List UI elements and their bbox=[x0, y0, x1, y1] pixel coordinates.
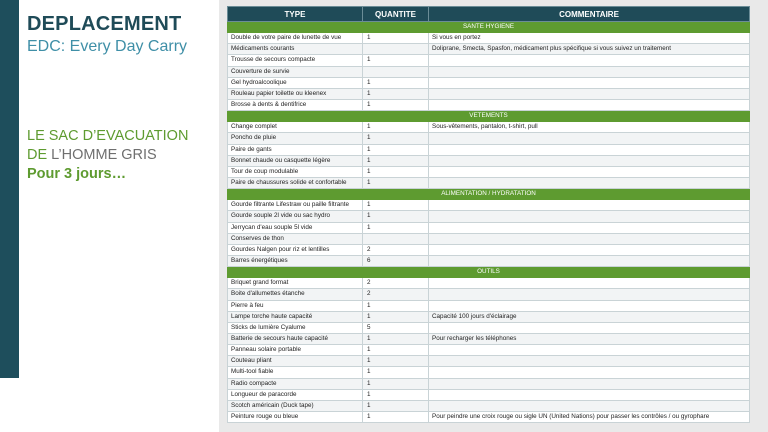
sac-heading-line2 bbox=[27, 146, 207, 165]
header-commentaire: COMMENTAIRE bbox=[429, 7, 750, 22]
section-row bbox=[228, 189, 750, 200]
cell-quantite: 1 bbox=[363, 55, 429, 66]
cell-type: Longueur de paracorde bbox=[228, 389, 363, 400]
cell-type: Panneau solaire portable bbox=[228, 345, 363, 356]
cell-type: Paire de chaussures solide et confortable bbox=[228, 177, 363, 188]
table-body bbox=[228, 22, 750, 423]
cell-type: Gourde filtrante Lifestraw ou paille filtrante bbox=[228, 200, 363, 211]
table-row bbox=[228, 144, 750, 155]
table-row bbox=[228, 255, 750, 266]
section-title: SANTE HYGIENE bbox=[228, 22, 750, 33]
cell-quantite: 1 bbox=[363, 77, 429, 88]
page-title: DEPLACEMENT bbox=[27, 13, 182, 35]
cell-quantite: 1 bbox=[363, 411, 429, 422]
cell-quantite bbox=[363, 66, 429, 77]
table-row bbox=[228, 33, 750, 44]
sac-heading-line1: LE SAC D’EVACUATION bbox=[27, 128, 189, 144]
cell-quantite: 1 bbox=[363, 378, 429, 389]
cell-type: Trousse de secours compacte bbox=[228, 55, 363, 66]
cell-commentaire: Capacité 100 jours d'éclairage bbox=[429, 311, 750, 322]
section-title: VETEMENTS bbox=[228, 111, 750, 122]
table-row bbox=[228, 222, 750, 233]
cell-quantite: 1 bbox=[363, 333, 429, 344]
cell-type: Barres énergétiques bbox=[228, 255, 363, 266]
table-row bbox=[228, 55, 750, 66]
cell-type: Gourdes Nalgen pour riz et lentilles bbox=[228, 244, 363, 255]
table-row bbox=[228, 244, 750, 255]
cell-type: Radio compacte bbox=[228, 378, 363, 389]
cell-type: Double de votre paire de lunette de vue bbox=[228, 33, 363, 44]
cell-type: Change complet bbox=[228, 122, 363, 133]
table-row bbox=[228, 77, 750, 88]
cell-quantite: 1 bbox=[363, 133, 429, 144]
cell-commentaire bbox=[429, 367, 750, 378]
cell-commentaire bbox=[429, 177, 750, 188]
table-row bbox=[228, 389, 750, 400]
cell-type: Médicaments courants bbox=[228, 44, 363, 55]
table-row bbox=[228, 166, 750, 177]
cell-commentaire bbox=[429, 77, 750, 88]
cell-type: Bonnet chaude ou casquette légère bbox=[228, 155, 363, 166]
cell-type: Lampe torche haute capacité bbox=[228, 311, 363, 322]
cell-commentaire bbox=[429, 166, 750, 177]
cell-quantite: 1 bbox=[363, 222, 429, 233]
cell-type: Peinture rouge ou bleue bbox=[228, 411, 363, 422]
cell-type: Sticks de lumière Cyalume bbox=[228, 322, 363, 333]
cell-quantite: 1 bbox=[363, 144, 429, 155]
cell-commentaire bbox=[429, 155, 750, 166]
cell-commentaire: Sous-vêtements, pantalon, t-shirt, pull bbox=[429, 122, 750, 133]
page-subtitle: EDC: Every Day Carry bbox=[27, 38, 188, 55]
cell-commentaire bbox=[429, 278, 750, 289]
cell-quantite: 1 bbox=[363, 211, 429, 222]
cell-quantite: 1 bbox=[363, 300, 429, 311]
header-quantite: QUANTITE bbox=[363, 7, 429, 22]
cell-commentaire bbox=[429, 289, 750, 300]
cell-commentaire: Doliprane, Smecta, Spasfon, médicament plus spécifique si vous suivez un traitement bbox=[429, 44, 750, 55]
cell-quantite: 2 bbox=[363, 278, 429, 289]
cell-type: Couteau pliant bbox=[228, 356, 363, 367]
cell-type: Boite d'allumettes étanche bbox=[228, 289, 363, 300]
cell-type: Gel hydroalcoolique bbox=[228, 77, 363, 88]
cell-type: Conserves de thon bbox=[228, 233, 363, 244]
cell-commentaire bbox=[429, 99, 750, 110]
table-row bbox=[228, 333, 750, 344]
cell-quantite: 5 bbox=[363, 322, 429, 333]
cell-quantite: 1 bbox=[363, 166, 429, 177]
table-row bbox=[228, 411, 750, 422]
table-row bbox=[228, 177, 750, 188]
table-row bbox=[228, 233, 750, 244]
table-row bbox=[228, 211, 750, 222]
cell-commentaire bbox=[429, 200, 750, 211]
cell-quantite: 2 bbox=[363, 289, 429, 300]
cell-quantite: 1 bbox=[363, 88, 429, 99]
cell-type: Couverture de survie bbox=[228, 66, 363, 77]
cell-type: Batterie de secours haute capacité bbox=[228, 333, 363, 344]
table-row bbox=[228, 322, 750, 333]
cell-commentaire bbox=[429, 389, 750, 400]
cell-type: Rouleau papier toilette ou kleenex bbox=[228, 88, 363, 99]
cell-quantite: 2 bbox=[363, 244, 429, 255]
cell-commentaire bbox=[429, 88, 750, 99]
cell-quantite: 1 bbox=[363, 311, 429, 322]
cell-commentaire: Pour peindre une croix rouge ou sigle UN (United Nations) pour passer les contrôles / ou gyrophare bbox=[429, 411, 750, 422]
table-header-row bbox=[228, 7, 750, 22]
cell-type: Brosse à dents & dentifrice bbox=[228, 99, 363, 110]
cell-quantite: 1 bbox=[363, 155, 429, 166]
cell-quantite: 1 bbox=[363, 356, 429, 367]
cell-commentaire bbox=[429, 356, 750, 367]
section-row bbox=[228, 111, 750, 122]
cell-commentaire bbox=[429, 55, 750, 66]
table-row bbox=[228, 311, 750, 322]
cell-commentaire bbox=[429, 378, 750, 389]
cell-type: Pierre à feu bbox=[228, 300, 363, 311]
cell-commentaire bbox=[429, 322, 750, 333]
cell-commentaire: Si vous en portez bbox=[429, 33, 750, 44]
table-row bbox=[228, 155, 750, 166]
cell-quantite bbox=[363, 44, 429, 55]
cell-quantite: 1 bbox=[363, 389, 429, 400]
cell-commentaire bbox=[429, 222, 750, 233]
table-row bbox=[228, 44, 750, 55]
cell-commentaire bbox=[429, 133, 750, 144]
cell-type: Briquet grand format bbox=[228, 278, 363, 289]
table-row bbox=[228, 99, 750, 110]
table-row bbox=[228, 345, 750, 356]
section-row bbox=[228, 22, 750, 33]
cell-type: Paire de gants bbox=[228, 144, 363, 155]
cell-quantite: 1 bbox=[363, 400, 429, 411]
section-row bbox=[228, 267, 750, 278]
cell-quantite: 1 bbox=[363, 200, 429, 211]
section-title: OUTILS bbox=[228, 267, 750, 278]
table-row bbox=[228, 400, 750, 411]
table-row bbox=[228, 200, 750, 211]
sac-heading-line2-name: L’HOMME GRIS bbox=[51, 147, 157, 163]
table-row bbox=[228, 66, 750, 77]
sac-heading bbox=[27, 127, 207, 184]
table-row bbox=[228, 300, 750, 311]
cell-quantite: 1 bbox=[363, 99, 429, 110]
cell-type: Poncho de pluie bbox=[228, 133, 363, 144]
cell-quantite: 1 bbox=[363, 122, 429, 133]
cell-quantite: 1 bbox=[363, 345, 429, 356]
cell-quantite: 1 bbox=[363, 367, 429, 378]
table-row bbox=[228, 289, 750, 300]
cell-commentaire bbox=[429, 211, 750, 222]
cell-quantite bbox=[363, 233, 429, 244]
cell-commentaire bbox=[429, 144, 750, 155]
table-row bbox=[228, 378, 750, 389]
cell-type: Scotch américain (Duck tape) bbox=[228, 400, 363, 411]
cell-commentaire bbox=[429, 66, 750, 77]
cell-type: Tour de coup modulable bbox=[228, 166, 363, 177]
cell-commentaire bbox=[429, 300, 750, 311]
cell-type: Jerrycan d'eau souple 5l vide bbox=[228, 222, 363, 233]
cell-commentaire bbox=[429, 233, 750, 244]
section-title: ALIMENTATION / HYDRATATION bbox=[228, 189, 750, 200]
accent-bar bbox=[0, 0, 19, 378]
table-row bbox=[228, 88, 750, 99]
cell-commentaire: Pour recharger les téléphones bbox=[429, 333, 750, 344]
left-panel bbox=[27, 12, 207, 57]
cell-commentaire bbox=[429, 244, 750, 255]
cell-commentaire bbox=[429, 400, 750, 411]
table-row bbox=[228, 367, 750, 378]
table-row bbox=[228, 122, 750, 133]
table-row bbox=[228, 133, 750, 144]
cell-quantite: 1 bbox=[363, 177, 429, 188]
sac-heading-line3: Pour 3 jours… bbox=[27, 166, 127, 182]
cell-type: Gourde souple 2l vide ou sac hydro bbox=[228, 211, 363, 222]
header-type: TYPE bbox=[228, 7, 363, 22]
cell-quantite: 6 bbox=[363, 255, 429, 266]
cell-commentaire bbox=[429, 345, 750, 356]
cell-type: Multi-tool fiable bbox=[228, 367, 363, 378]
cell-quantite: 1 bbox=[363, 33, 429, 44]
cell-commentaire bbox=[429, 255, 750, 266]
table-row bbox=[228, 278, 750, 289]
sac-heading-line2-prefix: DE bbox=[27, 147, 52, 163]
table-row bbox=[228, 356, 750, 367]
equipment-table bbox=[227, 6, 750, 423]
